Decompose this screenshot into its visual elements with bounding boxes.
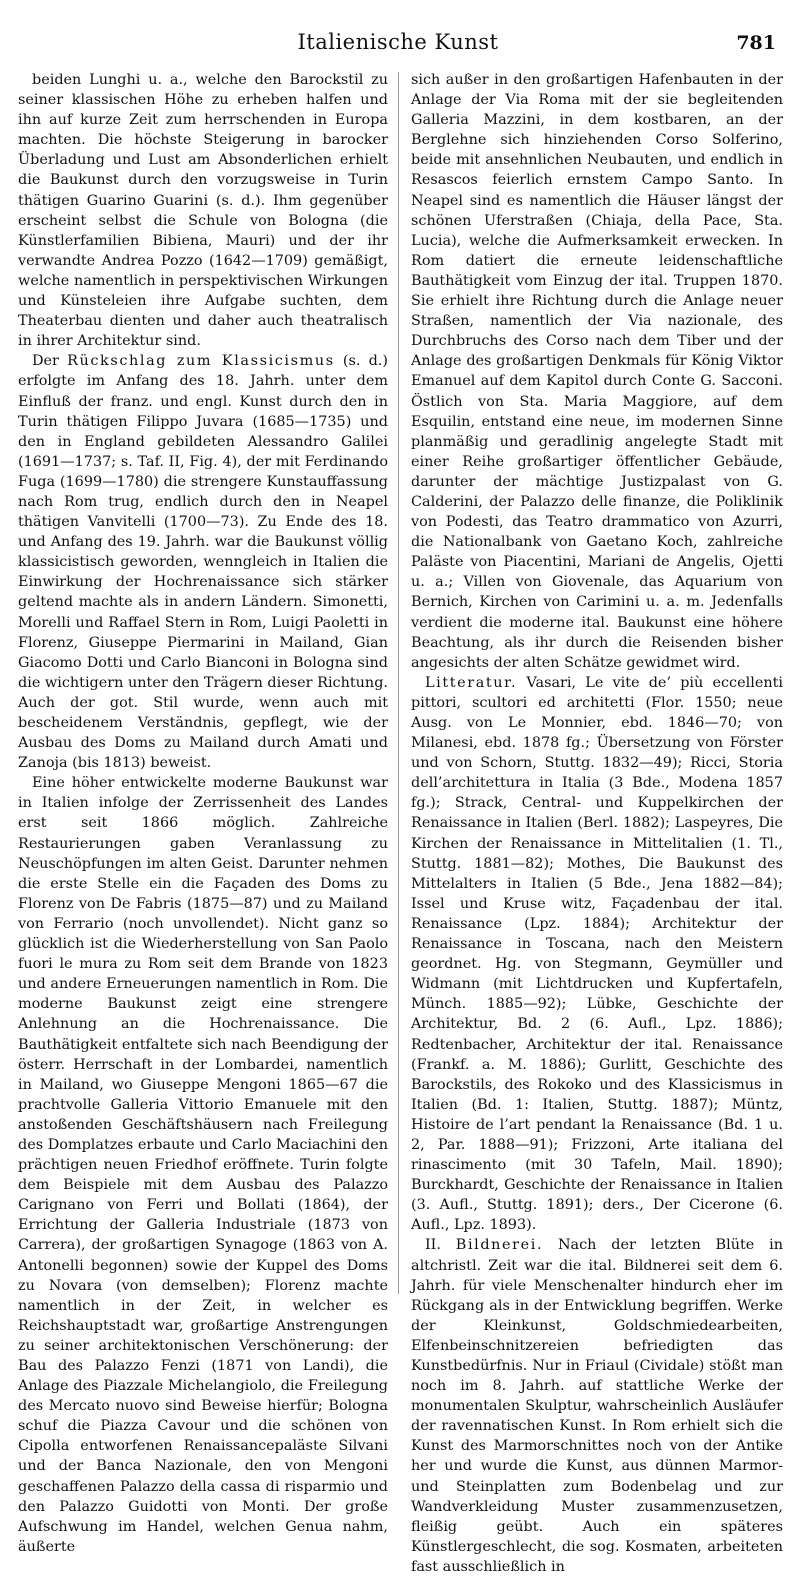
right-column [411, 70, 783, 1575]
text-run: Eine höher entwickelte moderne Baukunst war in Italien infolge der Zerrissenheit des Landes erst seit 1866 möglich. Zahlreiche Restaurierungen gaben Veranlassung zu Neuschöpfungen im alten Geist. Darunter nehmen die erste Stelle ein die Façaden des Doms zu Florenz von De Fabris (1875—87) und zu Mailand von Ferrario (noch unvollendet). Nicht ganz so glücklich ist die Wiederherstellung von San Paolo fuori le mura zu Rom seit dem Brande von 1823 und andere Erneuerungen namentlich in Rom. Die moderne Baukunst zeigt eine strengere Anlehnung an die Hochrenaissance. Die Bauthätigkeit entfaltete sich nach Beendigung der österr. Herrschaft in der Lombardei, namentlich in Mailand, wo Giuseppe Mengoni 1865—67 die prachtvolle Galleria Vittorio Emanuele mit den anstoßenden Geschäftshäusern nach Freilegung des Domplatzes erbaute und Carlo Maciachini den prächtigen neuen Friedhof eröffnete. Turin folgte dem Beispiele mit dem Ausbau des Palazzo Carignano von Ferri und Bollati (1864), der Errichtung der Galleria Industriale (1873 von Carrera), der großartigen Synagoge (1863 von A. Antonelli begonnen) sowie der Kuppel des Doms zu Novara (von demselben); Florenz machte namentlich in der Zeit, in welcher es Reichshauptstadt war, großartige Anstrengungen zu seiner architektonischen Verschönerung: der Bau des Palazzo Fenzi (1871 von Landi), die Anlage des Piazzale Michelangiolo, die Freilegung des Mercato nuovo sind Beweise hierfür; Bologna schuf die Piazza Cavour und die schönen von Cipolla entworfenen Renaissancepaläste Silvani und der Banca Nazionale, den von Mengoni geschaffenen Palazzo della cassa di risparmio und den Palazzo Guidotti von Monti. Der große Aufschwung im Handel, welchen Genua nahm, äußerte [18, 775, 388, 1555]
spaced-heading-text: Rückschlag zum Klassicismus [67, 353, 335, 370]
spaced-heading-text: Bildnerei. [455, 1237, 544, 1254]
text-run: (s. d.) erfolgte im Anfang des 18. Jahrh. unter dem Einfluß der franz. und engl. Kunst durch den in Turin thätigen Filippo Juvara (1685—1735) und den in England gebildeten Alessandro Galilei (1691—1737; s. Taf. II, Fig. 4), der mit Ferdinando Fuga (1699—1780) die strengere Kunstauffassung nach Rom trug, endlich durch den in Neapel thätigen Vanvitelli (1700—73). Zu Ende des 18. und Anfang des 19. Jahrh. war die Baukunst völlig klassicistisch geworden, wenngleich in Italien die Einwirkung der Hochrenaissance sich stärker geltend machte als in andern Ländern. Simonetti, Morelli und Raffael Stern in Rom, Luigi Paoletti in Florenz, Giuseppe Piermarini in Mailand, Gian Giacomo Dotti und Carlo Bianconi in Bologna sind die wichtigern unter den Trägern dieser Richtung. Auch der got. Stil wurde, wenn auch mit bescheidenem Verständnis, gepflegt, wie der Ausbau des Doms zu Mailand durch Amati und Zanoja (bis 1813) beweist. [18, 353, 389, 772]
page-number: 781 [736, 32, 776, 54]
paragraph [411, 70, 783, 673]
text-run: beiden Lunghi u. a., welche den Barockstil zu seiner klassischen Höhe zu erheben halfen und ihn auf kurze Zeit zum herrschenden in Europa machten. Die höchste Steigerung in barocker Überladung und Lust am Absonderlichen erhielt die Baukunst durch den vorzugsweise in Turin thätigen Guarino Guarini (s. d.). Ihm gegenüber erscheint selbst die Schule von Bologna (die Künstlerfamilien Bibiena, Mauri) und der ihr verwandte Andrea Pozzo (1642—1709) gemäßigt, welche namentlich in perspektivischen Wirkungen und Künsteleien ihre Aufgabe suchten, dem Theaterbau dienten und daher auch theatralisch in ihrer Architektur sind. [18, 72, 388, 350]
left-column [18, 70, 389, 1555]
column-divider [398, 72, 399, 1294]
paragraph [411, 1235, 783, 1577]
text-run: sich außer in den großartigen Hafenbauten in der Anlage der Via Roma mit der sie begleitenden Galleria Mazzini, in dem kostbaren, an der Berglehne sich hinziehenden Corso Solferino, beide mit ansehnlichen Neubauten, und endlich in Resascos feierlich ernstem Campo Santo. In Neapel sind es namentlich die Häuser längst der schönen Uferstraßen (Chiaja, della Pace, Sta. Lucia), welche die Aufmerksamkeit erwecken. In Rom datiert die erneute leidenschaftliche Bauthätigkeit vom Einzug der ital. Truppen 1870. Sie erhielt ihre Richtung durch die Anlage neuer Straßen, namentlich der Via nazionale, des Durchbruchs des Corso nach dem Tiber und der Anlage des großartigen Denkmals für König Viktor Emanuel auf dem Kapitol durch Conte G. Sacconi. Östlich von Sta. Maria Maggiore, auf dem Esquilin, entstand eine neue, im modernen Sinne planmäßig und geradlinig angelegte Stadt mit einer Reihe großartiger öffentlicher Gebäude, darunter der mächtige Justizpalast von G. Calderini, der Palazzo delle finanze, die Poliklinik von Podesti, das Teatro drammatico von Azurri, die Nationalbank von Gaetano Koch, zahlreiche Paläste von Piacentini, Mariani de Angelis, Ojetti u. a.; Villen von Giovenale, das Aquarium von Bernich, Kirchen von Carimini u. a. m. Jedenfalls verdient die moderne ital. Baukunst eine höhere Beachtung, als ihr durch die Reisenden bisher angesichts der alten Schätze gewidmet wird. [411, 72, 783, 671]
spaced-heading-text: Litteratur. [425, 674, 518, 691]
paragraph [411, 673, 783, 1236]
paragraph [18, 351, 388, 773]
paragraph [18, 70, 388, 351]
text-run: Der [32, 353, 68, 370]
running-title: Italienische Kunst [297, 30, 499, 54]
page-header [20, 30, 776, 64]
text-run: Nach der letzten Blüte in altchristl. Zeit war die ital. Bildnerei seit dem 6. Jahrh. für viele Menschenalter hindurch eher im Rückgang als in der Entwicklung begriffen. Werke der Kleinkunst, Goldschmiedearbeiten, Elfenbeinschnitzereien befriedigten das Kunstbedürfnis. Nur in Friaul (Cividale) stößt man noch im 8. Jahrh. auf stattliche Werke der monumentalen Skulptur, wahrscheinlich Ausläufer der ravennatischen Kunst. In Rom erhielt sich die Kunst des Marmorschnittes noch von der Antike her und wurde die Kunst, aus dünnen Marmor- und Steinplatten zum Bodenbelag und zur Wandverkleidung Muster zusammenzusetzen, fleißig geübt. Auch ein späteres Künstlergeschlecht, die sog. Kosmaten, arbeiteten fast ausschließlich in [411, 1237, 783, 1575]
text-run: Vasari, Le vite de’ più eccellenti pittori, scultori ed architetti (Flor. 1550; neue Ausg. von Le Monnier, ebd. 1846—70; von Milanesi, ebd. 1878 fg.; Übersetzung von Förster und von Schorn, Stuttg. 1832—49); Ricci, Storia dell’architettura in Italia (3 Bde., Modena 1857 fg.); Strack, Central- und Kuppelkirchen der Renaissance in Italien (Berl. 1882); Laspeyres, Die Kirchen der Renaissance in Mittelitalien (1. Tl., Stuttg. 1881—82); Mothes, Die Baukunst des Mittelalters in Italien (5 Bde., Jena 1882—84); Issel und Kruse witz, Façadenbau der ital. Renaissance (Lpz. 1884); Architektur der Renaissance in Toscana, nach den Meistern geordnet. Hg. von Stegmann, Geymüller und Widmann (mit Lichtdrucken und Kupfertafeln, Münch. 1885—92); Lübke, Geschichte der Architektur, Bd. 2 (6. Aufl., Lpz. 1886); Redtenbacher, Architektur der ital. Renaissance (Frankf. a. M. 1886); Gurlitt, Geschichte des Barockstils, des Rokoko und des Klassicismus in Italien (Bd. 1: Italien, Stuttg. 1887); Müntz, Histoire de l’art pendant la Renaissance (Bd. 1 u. 2, Par. 1888—91); Frizzoni, Arte italiana del rinascimento (mit 30 Tafeln, Mail. 1890); Burckhardt, Geschichte der Renaissance in Italien (3. Aufl., Stuttg. 1891); ders., Der Cicerone (6. Aufl., Lpz. 1893). [411, 674, 783, 1234]
paragraph [18, 773, 388, 1557]
text-run: II. [425, 1237, 456, 1254]
